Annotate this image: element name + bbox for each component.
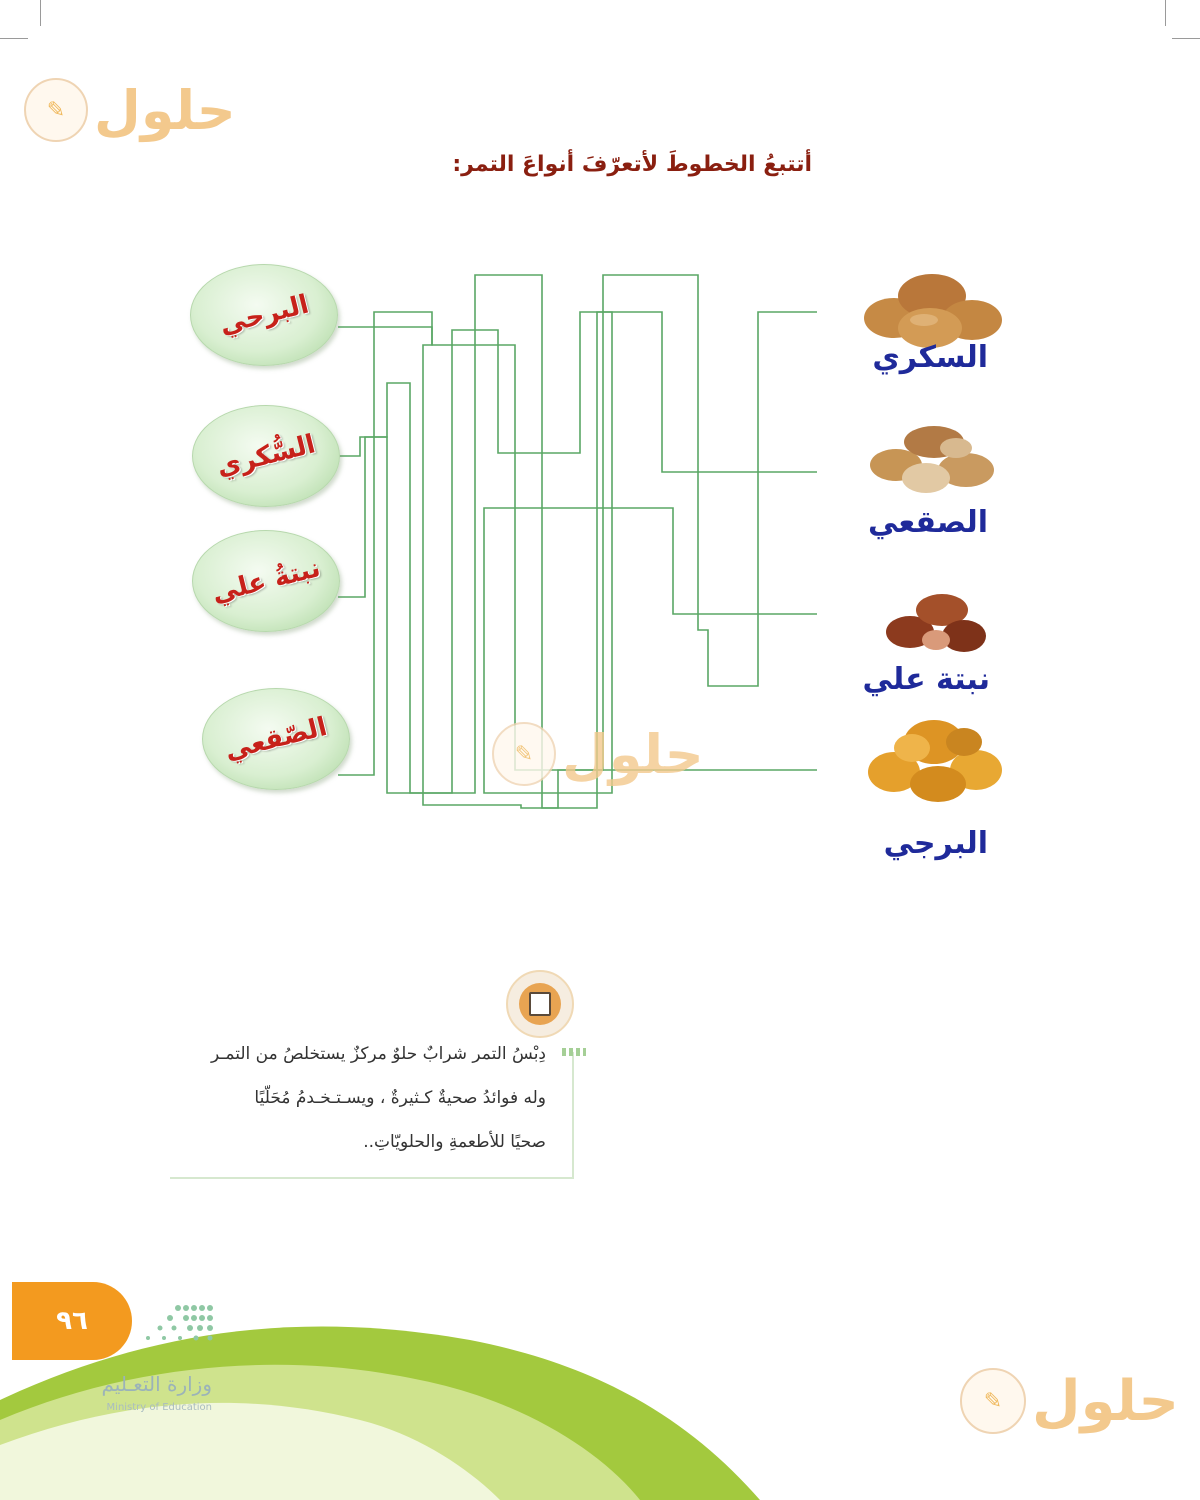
instruction-title: أتتبعُ الخطوطَ لأتعرّفَ أنواعَ التمر: bbox=[452, 152, 812, 177]
ministry-logo-dots bbox=[130, 1300, 220, 1350]
note-marker bbox=[562, 1048, 586, 1056]
notebook-icon bbox=[519, 983, 561, 1025]
page-number: ٩٦ bbox=[56, 1306, 88, 1336]
dates-image-nabtat-ali bbox=[880, 590, 992, 662]
oval-text: السُّكري bbox=[213, 429, 319, 483]
watermark-text: حلول bbox=[562, 722, 704, 786]
date-name-barhi: البرجي bbox=[883, 826, 988, 861]
ministry-name: وزارة التعـليم bbox=[101, 1372, 212, 1396]
note-line: دِبْسُ التمر شرابٌ حلوٌ مركزٌ يستخلصُ من التمـر bbox=[211, 1044, 546, 1064]
dates-image-saqei bbox=[866, 420, 998, 500]
oval-label-barhi bbox=[190, 264, 338, 366]
watermark-logo bbox=[960, 1368, 1179, 1434]
oval-text: الصّقعي bbox=[221, 711, 331, 767]
date-name-saqei: الصقعي bbox=[868, 505, 988, 540]
ministry-name-en: Ministry of Education bbox=[106, 1402, 212, 1413]
oval-text: البرحي bbox=[216, 289, 312, 341]
book-icon: ✎ bbox=[492, 722, 556, 786]
note-box bbox=[170, 1044, 574, 1179]
oval-label-sukkari bbox=[192, 405, 340, 507]
watermark-text: حلول bbox=[1032, 1368, 1179, 1434]
dates-image-sukkari bbox=[862, 268, 1004, 350]
oval-label-saqei bbox=[202, 688, 350, 790]
note-line: وله فوائدُ صحيةٌ كـثيرةٌ ، ويسـتـخـدمُ مُحَلّيًا bbox=[254, 1088, 546, 1108]
book-icon: ✎ bbox=[960, 1368, 1026, 1434]
dates-image-barhi bbox=[864, 712, 1006, 806]
oval-label-nabtat-ali bbox=[192, 530, 340, 632]
date-name-nabtat-ali: نبتة علي bbox=[862, 662, 990, 697]
note-badge bbox=[506, 970, 574, 1038]
watermark-logo bbox=[492, 722, 704, 786]
oval-text: نبتةُ علي bbox=[208, 553, 324, 609]
date-name-sukkari: السكري bbox=[872, 340, 988, 375]
watermark-text: حلول bbox=[94, 78, 236, 142]
maze-path bbox=[338, 312, 817, 793]
book-icon: ✎ bbox=[24, 78, 88, 142]
note-line: صحيًا للأطعمةِ والحلويّاتِ.. bbox=[363, 1132, 546, 1152]
page-number-tab bbox=[12, 1282, 132, 1360]
note-paragraph bbox=[176, 1032, 546, 1164]
